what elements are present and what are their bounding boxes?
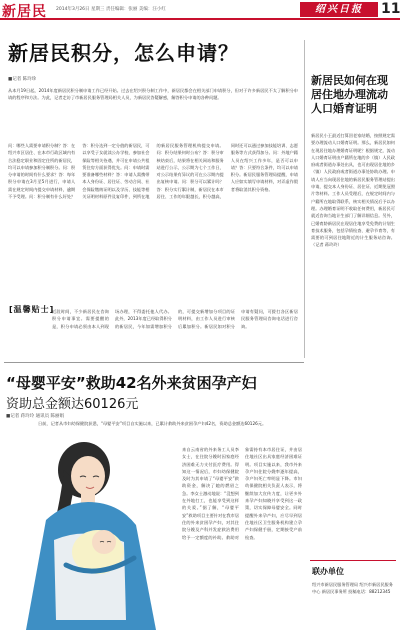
article1-title: 新居民积分，怎么申请？ (8, 41, 239, 65)
section-divider (4, 362, 304, 363)
article2-body-text: 来自云南省的外来务工人员李女士，在住院分娩时因家庭经济困难无力支付医疗费用。得知这一情况后，市妇幼保健院及时为其申请了“母婴平安”救助资金，解决了她的燃眉之急。李女士激动地说：“没想到在外地打工，也能享受到这样的关爱。”据了解，“母婴平安”救助项目主要针对在我市居住的外来贫困孕产妇，对其住院分娩及产科并发症救治费用给予一定额度的补助。救助对象需持有本市居住证，并由居住地社区出具家庭经济困难证明。项目实施以来，我市外来孕产妇住院分娩率逐年提高，孕产妇死亡率明显下降。市妇幼保健院相关负责人表示，将继续加大宣传力度，让更多外来孕产妇知晓并享受到这一政策，切实保障母婴安全。同时提醒外来孕产妇，应尽早到居住地社区卫生服务机构建立孕产妇保健手册，定期接受产前检查。 (182, 447, 302, 540)
article1-lead: 从本月19日起，2014年度新居民积分制申请工作已经开始。过去在绍兴积分制工作中，新居民都会在相关部门申请积分，但对于许多新居民不太了解积分申请的程序和方法。为此，记者走访了市新居民服务管理局相关人员，为新居民答疑解惑，解答积分申请的各种问题。 (8, 88, 298, 101)
tips-label: [温馨贴士] (9, 305, 55, 314)
page-number: 11 (381, 1, 400, 17)
sidebar-title-text: 新居民如何在现居住地办理流动人口婚育证明 (311, 74, 388, 115)
article1-byline: ■记者 陈玲珍 (8, 77, 37, 82)
article2-subtitle: 资助总金额达60126元 (6, 397, 139, 412)
article1-body (8, 142, 298, 297)
mother-baby-illustration (6, 430, 178, 630)
contact-label: 联办单位 (312, 567, 344, 576)
article2-title: “母婴平安”救助42名外来贫困孕产妇 (6, 374, 257, 392)
section-name: 新居民 (2, 4, 47, 20)
tips-body (52, 308, 298, 360)
sidebar-body: 新居民小王最近打算回老家结婚，按照规定需要办理流动人口婚育证明。那么，新居民如何在现居住地办理婚育证明呢？根据规定，流动人口婚育证明由户籍所在地的乡（镇）人民政府或者街道办事处出具，也可由现居住地的乡（镇）人民政府或者街道办事处协助办理。申请人应当向现居住地的新居民服务管理站提出申请，提交本人身份证、居住证、近期免冠照片等材料。工作人员受理后，在规定时间内与户籍所在地取得联系，核实相关情况后予以办理。办理婚育证明不收取任何费用，新居民可就近咨询当地计生部门了解详细信息。另外，已婚育龄新居民在现居住地享受免费的计划生育技术服务，包括孕情检查、避孕节育等，有需要的可到居住地附近的计生服务站咨询。（记者 蒋玲玲） (311, 133, 395, 248)
contact-divider (310, 560, 396, 561)
article2-lead: 日前，记者从市妇幼保健院获悉，“母婴平安”项目自实施以来，已累计救助外来贫困孕产妇42名，资助总金额达60126元。 (38, 421, 267, 426)
column-divider (304, 40, 305, 358)
article1-body-text: 问：哪些人需要申请积分制？答：在绍兴市区居住、在本市行政区域内有合法稳定职业和固定住所的新居民，均可以申请参加积分制积分。问：积分申请的时间有什么要求？答：每年积分申请在3月至5月进行，申请人需在规定时间内提交申请材料，逾期不予受理。问：积分制有什么好处？答：积分达到一定分值的新居民，可以享受子女就读公办学校、参加社会保险等相关待遇，并可在申请公共租赁住房方面获得优先。问：申请时需要准备哪些材料？答：申请人需携带本人身份证、居住证、劳动合同、社会保险缴纳证明以及学历、技能等相关证明材料原件及复印件，到所在地的新居民服务管理机构提交申请。问：积分结果何时公布？答：积分审核结束后，结果将在相关网站和服务站进行公示，公示期为七个工作日，对公示结果有异议的可在公示期内提出复核申请。问：积分可以累计吗？答：积分实行累计制，新居民在本市居住、工作的年限越长，积分越高，同时还可以通过参加技能培训、志愿服务等方式获得加分。问：外地户籍人员在绍兴工作多年，是否可以申请？答：只要符合条件，均可以申请积分。新居民服务管理局提醒，申请人应如实填写申请材料，对弄虚作假者将取消其积分资格。 (8, 143, 298, 200)
article2-body (182, 446, 302, 630)
page-header (0, 0, 400, 20)
sidebar-title (311, 74, 397, 116)
issue-meta: 2014年3月26日 星期三 责任编辑：张丽 美编：汪小红 (56, 7, 166, 12)
article2-byline: ■记者 蒋玲玲 通讯员 陈丽娟 (6, 414, 65, 419)
tips-text: 近段时间，不少新居民在咨询积分申请事宜。需要提醒的是，积分申请必须由本人到现场办理，不得委托他人代办。此外，2013年度已经取得积分的新居民，今年如需增加积分的，可提交新增加分项目的证明材料，由工作人员进行审核后累加积分。新居民如对积分申请有疑问，可拨打各区新居民服务管理局咨询电话进行咨询。 (52, 309, 298, 329)
newspaper-logo: 绍兴日报 (300, 2, 378, 17)
contact-lines: 绍兴市新居民服务管理局 绍兴市新居民服务中心 新居民事务所 投稿电话：88212345 (312, 582, 393, 594)
